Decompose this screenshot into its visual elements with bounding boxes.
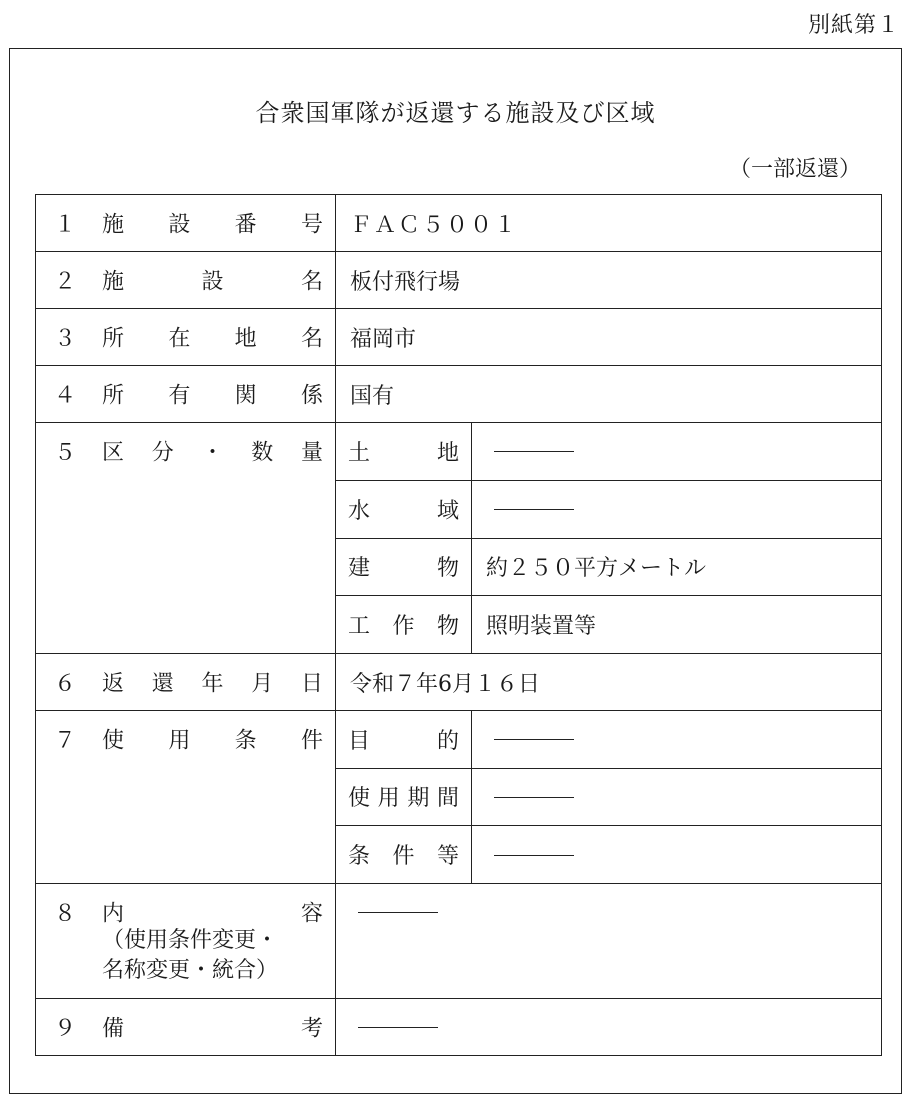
- row-number: ５: [54, 440, 77, 466]
- dash-mark: [358, 1027, 438, 1028]
- row-return-date: [36, 654, 882, 711]
- dash-mark: [494, 451, 574, 452]
- row-remarks: [36, 999, 882, 1056]
- row-number: １: [54, 212, 77, 238]
- sub-label-purpose: 目的: [336, 711, 472, 769]
- annex-label: 別紙第１: [807, 13, 900, 38]
- row-facility-number: [36, 195, 882, 252]
- row-facility-name: [36, 252, 882, 309]
- sub-label-period: 使用期間: [336, 768, 472, 826]
- sub-label-water-area: 水域: [336, 480, 472, 538]
- dash-mark: [494, 797, 574, 798]
- row-contents: [36, 884, 882, 999]
- return-date-value: 令和７年6月１６日: [336, 654, 882, 711]
- row-number: ９: [54, 1016, 77, 1042]
- row-label-use-conditions: 使用条件: [102, 728, 323, 754]
- row-number: ４: [54, 383, 77, 409]
- sub-label-land: 土地: [336, 423, 472, 481]
- row-ownership: [36, 366, 882, 423]
- row-number: ２: [54, 269, 77, 295]
- row-label-facility-name: 施設名: [102, 269, 323, 295]
- document-title: 合衆国軍隊が返還する施設及び区域: [255, 99, 656, 127]
- land-value: [472, 423, 882, 481]
- row-label-return-date: 返還年月日: [102, 671, 323, 697]
- row-number: ８: [54, 901, 77, 927]
- facility-number-value: ＦＡＣ５００１: [336, 195, 882, 252]
- remarks-value: [336, 999, 882, 1056]
- contents-value: [336, 884, 882, 999]
- row-label-facility-number: 施設番号: [102, 212, 323, 238]
- facility-name-value: 板付飛行場: [336, 252, 882, 309]
- conditions-value: [472, 826, 882, 884]
- dash-mark: [358, 912, 438, 913]
- row-label-ownership: 所有関係: [102, 383, 323, 409]
- buildings-value: 約２５０平方メートル: [472, 538, 882, 596]
- sub-label-buildings: 建物: [336, 538, 472, 596]
- contents-note: （使用条件変更・ 名称変更・統合）: [102, 928, 279, 983]
- facility-return-table: [35, 194, 882, 1056]
- row-number: ３: [54, 326, 77, 352]
- row-number: ７: [54, 728, 77, 754]
- sub-label-conditions: 条件等: [336, 826, 472, 884]
- row-label-remarks: 備考: [102, 1016, 323, 1042]
- row-number: ６: [54, 671, 77, 697]
- row-label-contents: 内容: [102, 901, 323, 927]
- water-area-value: [472, 480, 882, 538]
- row-label-category-quantity: 区分・数量: [102, 440, 323, 466]
- purpose-value: [472, 711, 882, 769]
- row-location: [36, 309, 882, 366]
- dash-mark: [494, 739, 574, 740]
- period-value: [472, 768, 882, 826]
- ownership-value: 国有: [336, 366, 882, 423]
- sub-label-structures: 工作物: [336, 596, 472, 654]
- dash-mark: [494, 509, 574, 510]
- return-type-label: （一部返還）: [728, 157, 861, 182]
- row-label-location: 所在地名: [102, 326, 323, 352]
- row-use-purpose: [36, 711, 882, 769]
- dash-mark: [494, 855, 574, 856]
- structures-value: 照明装置等: [472, 596, 882, 654]
- location-value: 福岡市: [336, 309, 882, 366]
- row-category-land: [36, 423, 882, 481]
